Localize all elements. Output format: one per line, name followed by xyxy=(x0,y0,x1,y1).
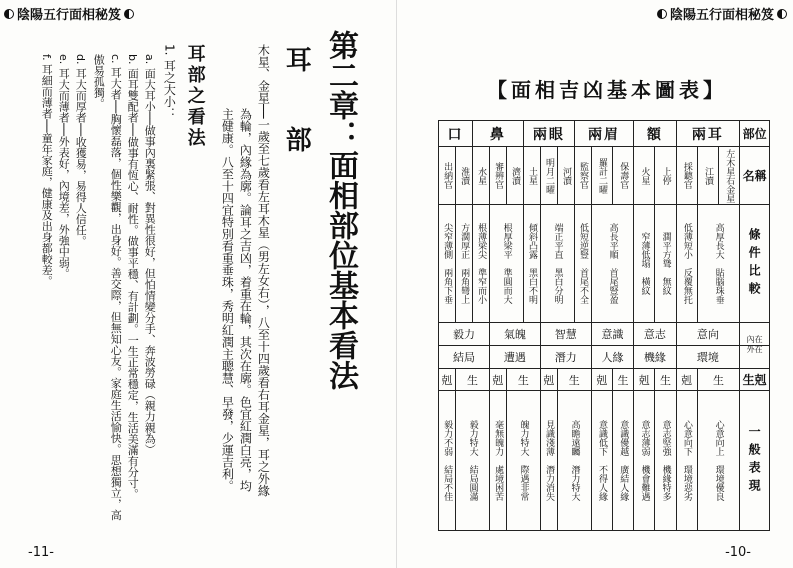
general-cell: 心意向上 環境優良 xyxy=(697,391,739,531)
page-number: -10- xyxy=(725,545,751,560)
general-cell: 見識淺薄 潛力消失 xyxy=(540,391,557,531)
sheng-cell: 生 xyxy=(697,369,739,391)
part-header: 鼻 xyxy=(472,121,523,147)
ke-cell: 剋 xyxy=(489,369,506,391)
part-header: 兩眉 xyxy=(574,121,633,147)
condition-cell: 高長平順 首尾豎盈 xyxy=(591,205,633,323)
chapter-title: 第二章：面相部位基本看法 xyxy=(323,30,358,390)
list-item: b. 面耳雙配者──做事有恆心、耐性。做事平穩、有計劃。一生正常穩定，生活美滿有分寸。 xyxy=(126,54,140,500)
sheng-cell: 生 xyxy=(455,369,489,391)
ke-cell: 剋 xyxy=(634,369,655,391)
list-item: f. 耳細而薄者──童年家庭，健康及出身都較差。 xyxy=(40,54,54,287)
general-cell: 意識低下 不得人緣 xyxy=(591,391,612,531)
ke-cell: 剋 xyxy=(540,369,557,391)
part-header: 額 xyxy=(634,121,676,147)
condition-cell: 高厚長大 貼腦珠垂 xyxy=(697,205,739,323)
outer-cell: 潛力 xyxy=(540,346,591,369)
condition-cell: 根薄梁尖 準窄而小 xyxy=(472,205,489,323)
inner-cell: 意向 xyxy=(676,323,740,346)
inner-label: 內在 xyxy=(740,336,769,346)
sheng-cell: 生 xyxy=(612,369,633,391)
outer-cell: 機緣 xyxy=(634,346,676,369)
body-paragraph: 木星、金星──一歲至七歲看左耳木星（男左女右），八至十四歲看右耳金星，耳之外緣 xyxy=(256,44,271,497)
left-header xyxy=(4,4,134,23)
condition-cell: 傾斜凸露 黑白不明 xyxy=(523,205,540,323)
sheng-label: 生 xyxy=(742,373,755,387)
part-header: 口 xyxy=(439,121,473,147)
condition-cell: 根厚梁平 準圓而大 xyxy=(489,205,523,323)
name-cell: 上停 xyxy=(655,147,676,205)
name-cell: 羅計二曜 xyxy=(591,147,612,205)
general-cell: 毫無魄力 處境困苦 xyxy=(489,391,506,531)
left-header-text: 陰陽五行面相秘笈 xyxy=(17,8,122,23)
name-cell: 土星 xyxy=(523,147,540,205)
yin-yang-icon xyxy=(657,9,667,19)
general-cell: 毅力特大 結局圓滿 xyxy=(455,391,489,531)
name-cell: 監察官 xyxy=(574,147,591,205)
name-cell: 河瀆 xyxy=(557,147,574,205)
subsection-heading: 耳部之看法 xyxy=(184,44,206,149)
condition-cell: 低短逆豎 首尾不全 xyxy=(574,205,591,323)
list-heading: 1. 耳之大小： xyxy=(162,44,177,120)
name-cell: 採聽官 xyxy=(676,147,697,205)
ke-cell: 剋 xyxy=(439,369,456,391)
inner-cell: 智慧 xyxy=(540,323,591,346)
condition-cell: 尖窄薄側 兩角下垂 xyxy=(439,205,456,323)
condition-cell: 端正平直 黑白分明 xyxy=(540,205,574,323)
general-cell: 意志堅強 機緣特多 xyxy=(655,391,676,531)
name-label: 名稱 xyxy=(740,147,770,205)
inner-cell: 氣魄 xyxy=(489,323,540,346)
general-label: 一般表現 xyxy=(740,391,770,531)
list-item: d. 耳大而厚者──收獲易，易得人信任。 xyxy=(74,54,88,247)
outer-label: 外在 xyxy=(746,345,763,354)
outer-cell: 結局 xyxy=(439,346,490,369)
general-cell: 毅力不弱 結局不佳 xyxy=(439,391,456,531)
list-item: 傲易孤獨。 xyxy=(92,54,106,109)
general-cell: 意識優越 廣結人緣 xyxy=(612,391,633,531)
general-cell: 魄力特大 際遇非常 xyxy=(506,391,540,531)
yin-yang-icon xyxy=(4,9,14,19)
outer-cell: 環境 xyxy=(676,346,740,369)
table-title: 【面相吉凶基本圖表】 xyxy=(487,78,727,102)
condition-label: 條件比較 xyxy=(740,205,770,323)
name-cell: 濟瀆 xyxy=(506,147,523,205)
face-table xyxy=(438,120,770,531)
inner-cell: 意識 xyxy=(591,323,633,346)
name-cell: 左木星右金星 xyxy=(718,147,739,205)
condition-cell: 方濶厚正 兩角彎上 xyxy=(455,205,472,323)
right-page xyxy=(397,0,793,568)
name-cell: 保壽官 xyxy=(612,147,633,205)
list-item: e. 耳大而薄者──外表好，內境差，外強中弱。 xyxy=(57,54,71,280)
right-header xyxy=(657,4,787,23)
inner-cell: 毅力 xyxy=(439,323,490,346)
name-cell: 審辨官 xyxy=(489,147,506,205)
outer-cell: 人緣 xyxy=(591,346,633,369)
page-number: -11- xyxy=(28,545,54,560)
general-cell: 高瞻遠矚 潛力特大 xyxy=(557,391,591,531)
inner-cell: 意志 xyxy=(634,323,676,346)
inner-outer-label xyxy=(740,323,770,369)
name-cell: 淮瀆 xyxy=(455,147,472,205)
left-page xyxy=(0,0,396,568)
section-title: 耳 部 xyxy=(281,46,312,166)
part-header: 兩眼 xyxy=(523,121,574,147)
yin-yang-icon xyxy=(124,9,134,19)
part-header: 兩耳 xyxy=(676,121,740,147)
sheng-ke-label xyxy=(740,369,770,391)
body-paragraph: 主健康。八至十四宜特別看重垂珠，秀明紅潤主聰慧、早發，少運吉利。 xyxy=(220,108,235,492)
general-cell: 意志薄弱 機會難遇 xyxy=(634,391,655,531)
yin-yang-icon xyxy=(777,9,787,19)
name-cell: 水星 xyxy=(472,147,489,205)
outer-cell: 遭遇 xyxy=(489,346,540,369)
condition-cell: 濶平方聳 無紋 xyxy=(655,205,676,323)
ke-cell: 剋 xyxy=(676,369,697,391)
sheng-cell: 生 xyxy=(506,369,540,391)
name-cell: 出納官 xyxy=(439,147,456,205)
right-header-text: 陰陽五行面相秘笈 xyxy=(669,8,774,23)
list-item: c. 耳大者──胸懷磊落，個性樂觀，出身好。善交際，但無知心友。家庭生活愉快。思想獨立，高 xyxy=(109,54,123,521)
sheng-cell: 生 xyxy=(557,369,591,391)
body-paragraph: 為輪，內緣為廓。論耳之吉凶，着重在輪，其次在廓。色宜紅潤白亮，均 xyxy=(238,108,253,492)
ke-label: 剋 xyxy=(754,373,767,387)
name-cell: 火星 xyxy=(634,147,655,205)
sheng-cell: 生 xyxy=(655,369,676,391)
list-item: a. 面大耳小──做事內裏緊張、對異性很好，但怕情變分手、奔波勞碌（親力親為） xyxy=(143,54,157,455)
part-label: 部位 xyxy=(740,121,770,147)
condition-cell: 低薄短小 反覆無托 xyxy=(676,205,697,323)
name-cell: 明月二曜 xyxy=(540,147,557,205)
ke-cell: 剋 xyxy=(591,369,612,391)
condition-cell: 窄薄低塌 橫紋 xyxy=(634,205,655,323)
name-cell: 江瀆 xyxy=(697,147,718,205)
general-cell: 心意向下 環境惡劣 xyxy=(676,391,697,531)
